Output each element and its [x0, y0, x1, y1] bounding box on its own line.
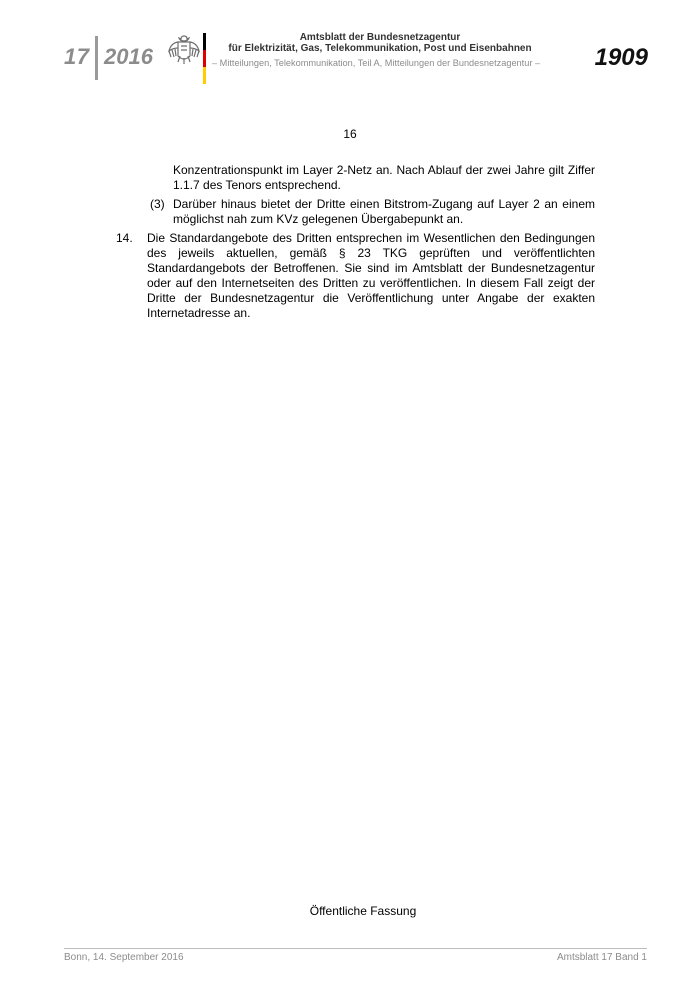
header-divider: [95, 36, 98, 80]
flag-stripe-red: [203, 50, 206, 67]
footer-date: Bonn, 14. September 2016: [64, 952, 184, 963]
flag-stripe-gold: [203, 67, 206, 84]
paragraph-continuation: Konzentrationspunkt im Layer 2-Netz an. Nach Ablauf der zwei Jahre gilt Ziffer 1.1.7 des Tenors entsprechend.: [173, 163, 595, 192]
list-item-3-number: (3): [150, 197, 165, 211]
flag-stripes: [203, 33, 206, 84]
flag-stripe-black: [203, 33, 206, 50]
public-version-label: Öffentliche Fassung: [309, 904, 417, 918]
issue-year: 2016: [104, 44, 153, 69]
footer-volume: Amtsblatt 17 Band 1: [556, 952, 647, 963]
federal-eagle-icon: [168, 32, 200, 68]
list-item-3-text: Darüber hinaus bietet der Dritte einen Bitstrom-Zugang auf Layer 2 an einem möglichst nah zum KVz gelegenen Übergabepunkt an.: [173, 197, 595, 226]
list-item-14-number: 14.: [116, 231, 133, 245]
page-marker: 16: [343, 127, 357, 141]
gazette-title-line2: für Elektrizität, Gas, Telekommunikation, Post und Eisenbahnen: [228, 43, 532, 54]
gazette-title-line1: Amtsblatt der Bundesnetzagentur: [299, 32, 461, 43]
issue-number: 17: [64, 44, 90, 69]
list-item-14-text: Die Standardangebote des Dritten entsprechen im Wesentlichen den Bedingungen des jeweils aktuellen, gemäß § 23 TKG geprüften und veröffentlichten Standardangebots der Betroffenen. Sie sind im Amtsblatt der Bundesnetzagentur oder auf den Internetseiten des Dritten zu veröffentlichen. In diesem Fall zeigt der Dritte der Bundesnetzagentur die Veröffentlichung unter Angabe der exakten Internetadresse an.: [147, 231, 595, 320]
gazette-subtitle: – Mitteilungen, Telekommunikation, Teil A, Mitteilungen der Bundesnetzagentur –: [212, 58, 541, 68]
page-number: 1909: [594, 44, 648, 71]
footer-divider: [64, 948, 647, 949]
gazette-title: [212, 32, 548, 54]
